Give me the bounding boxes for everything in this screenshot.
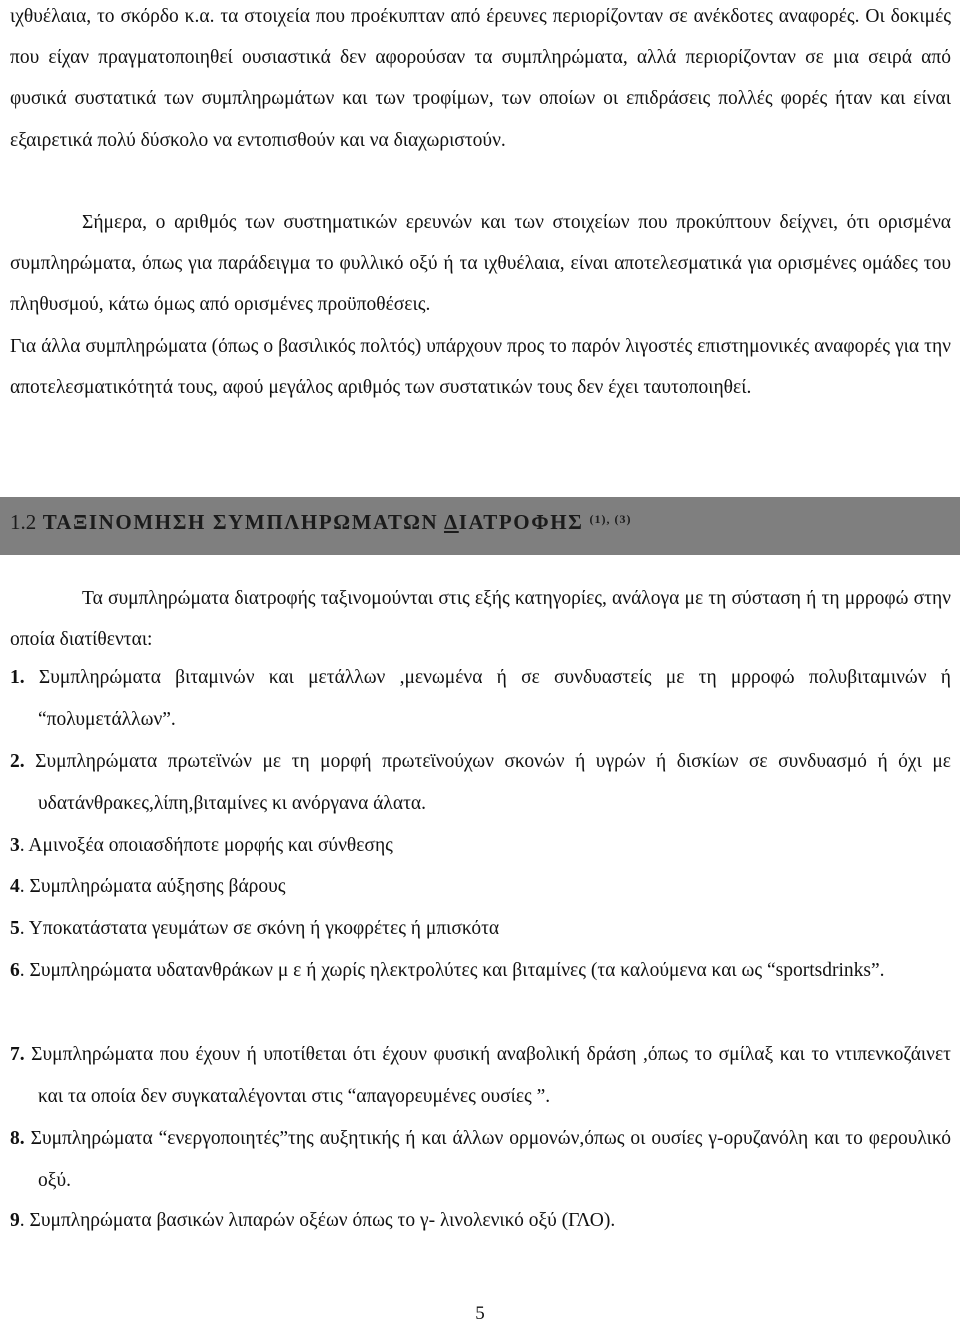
list-item-text: . Συμπληρώματα αύξησης βάρους — [19, 876, 286, 897]
paragraph-1: ιχθυέλαια, το σκόρδο κ.α. τα στοιχεία που προέκυπταν από έρευνες περιορίζονταν σε ανέκδοτες αναφορές. Οι δοκιμές που είχαν πραγματοποιηθεί ουσιαστικά δεν αφορούσαν τα συμπληρώματα, αλλά περιορίζονταν σε μια σειρά από φυσικά συστατικά των συμπληρωμάτων και των τροφίμων, των οποίων οι επιδράσεις πολλές φορές ήταν και είναι εξαιρετικά πολύ δύσκολο να εντοπισθούν και να διαχωριστούν. — [10, 6, 951, 151]
section-title-part1: ΤΑΞΙΝΟΜΗΣΗ ΣΥΜΠΛΗΡΩΜΑΤΩΝ — [42, 510, 444, 534]
list-item — [10, 908, 951, 950]
section-title-underlined-letter: Δ — [443, 510, 459, 534]
list-item-number: 5 — [10, 918, 20, 939]
section-title-part2: ΙΑΤΡΟΦΗΣ — [458, 510, 584, 534]
list-item-text: . Συμπληρώματα υδατανθράκων μ ε ή χωρίς ηλεκτρολύτες και βιταμίνες (τα καλούμενα και ως “sportsdrinks”. — [19, 960, 885, 981]
list-item — [10, 825, 951, 867]
list-item-number: 3 — [10, 835, 20, 856]
list-item-number: 6 — [10, 960, 20, 981]
list-item — [10, 1034, 951, 1118]
list-item-text: . Συμπληρώματα βασικών λιπαρών οξέων όπως το γ- λινολενικό οξύ (ΓΛΟ). — [19, 1210, 616, 1231]
list-item — [10, 1118, 951, 1202]
section-heading — [10, 510, 631, 535]
list-item-text: Συμπληρώματα πρωτεϊνών με τη μορφή πρωτεϊνούχων σκονών ή υγρών ή δισκίων σε συνδυασμό ή όχι με υδατάνθρακες,λίπη,βιταμίνες κι ανόργανα άλατα. — [35, 751, 951, 814]
list-item-number: 8. — [10, 1128, 25, 1149]
list-item — [10, 866, 951, 908]
paragraph-2: Σήμερα, ο αριθμός των συστηματικών ερευνών και των στοιχείων που προκύπτουν δείχνει, ότι ορισμένα συμπληρώματα, όπως για παράδειγμα το φυλλικό οξύ ή τα ιχθυέλαια, είναι αποτελεσματικά για ορισμένες ομάδες του πληθυσμού, κάτω όμως από ορισμένες προϋποθέσεις. — [10, 212, 951, 316]
list-item-text: Συμπληρώματα βιταμινών και μετάλλων ,μενωμένα ή σε συνδυαστείς με τη μρροφώ πολυβιταμινών ή “πολυμετάλλων”. — [38, 667, 952, 730]
section-references: (1), (3) — [589, 512, 632, 526]
list-item-text: . Υποκατάστατα γευμάτων σε σκόνη ή γκοφρέτες ή μπισκότα — [19, 918, 500, 939]
page-number: 5 — [475, 1303, 485, 1324]
section-number: 1.2 — [10, 510, 37, 534]
list-item — [10, 741, 951, 825]
classification-intro: Τα συμπληρώματα διατροφής ταξινομούνται στις εξής κατηγορίες, ανάλογα με τη σύσταση ή τη μρροφώ στην οποία διατίθενται: — [10, 588, 951, 651]
list-item-number: 7. — [10, 1044, 25, 1065]
list-item — [10, 1200, 951, 1242]
list-item — [10, 657, 951, 741]
list-item-number: 9 — [10, 1210, 20, 1231]
list-item-text: . Αμινοξέα οποιασδήποτε μορφής και σύνθεσης — [19, 835, 393, 856]
list-item-number: 2. — [10, 751, 25, 772]
list-item-text: Συμπληρώματα που έχουν ή υποτίθεται ότι έχουν φυσική αναβολική δράση ,όπως το σμίλαξ και το ντιπενκοζάινετ και τα οποία δεν συγκαταλέγονται στις “απαγορευμένες ουσίες ”. — [31, 1044, 952, 1107]
list-item-text: Συμπληρώματα “ενεργοποιητές”της αυξητικής ή και άλλων ορμονών,όπως οι ουσίες γ-ορυζανόλη και το φερουλικό οξύ. — [30, 1128, 952, 1191]
paragraph-3: Για άλλα συμπληρώματα (όπως ο βασιλικός πολτός) υπάρχουν προς το παρόν λιγοστές επιστημονικές αναφορές για την αποτελεσματικότητά τους, αφού μεγάλος αριθμός των συστατικών τους δεν έχει ταυτοποιηθεί. — [10, 336, 951, 399]
list-item-number: 4 — [10, 876, 20, 897]
list-item — [10, 950, 951, 992]
list-item-number: 1. — [10, 667, 25, 688]
